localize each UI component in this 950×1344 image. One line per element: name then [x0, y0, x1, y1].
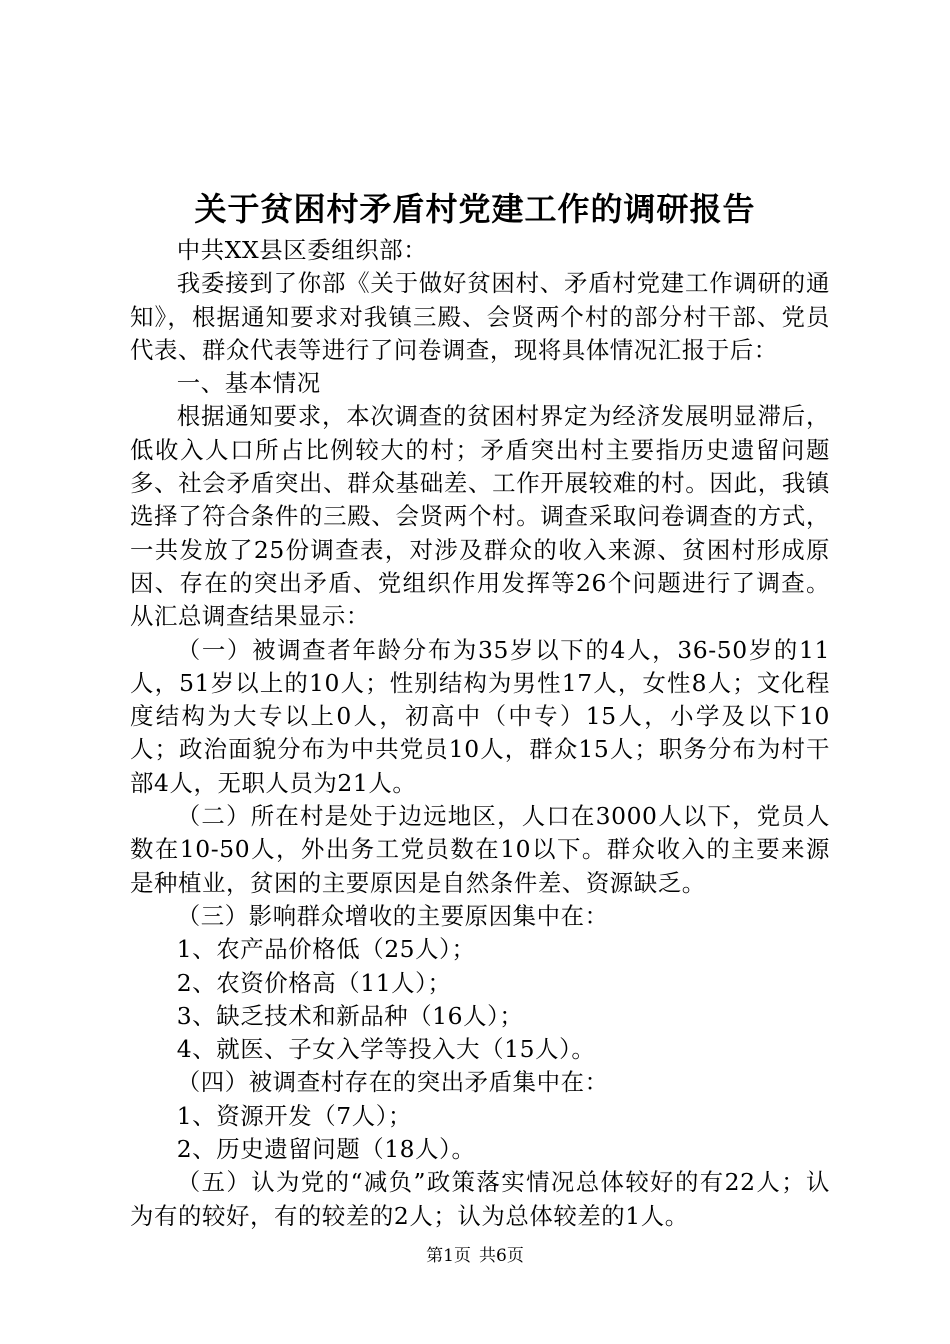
intro-paragraph: 我委接到了你部《关于做好贫困村、矛盾村党建工作调研的通知》，根据通知要求对我镇三殿、会贤两个村的部分村干部、党员代表、群众代表等进行了问卷调查，现将具体情况汇报于后： [130, 269, 830, 364]
finding-5-paragraph: （五）认为党的“减负”政策落实情况总体较好的有22人；认为有的较好，有的较差的2人；认为总体较差的1人。 [130, 1168, 830, 1230]
finding-2-paragraph: （二）所在村是处于边远地区，人口在3000人以下，党员人数在10-50人，外出务工党员数在10以下。群众收入的主要来源是种植业，贫困的主要原因是自然条件差、资源缺乏。 [130, 802, 830, 897]
page-number-total: 共6页 [479, 1246, 524, 1266]
survey-overview-paragraph: 根据通知要求，本次调查的贫困村界定为经济发展明显滞后，低收入人口所占比例较大的村；矛盾突出村主要指历史遗留问题多、社会矛盾突出、群众基础差、工作开展较难的村。因此，我镇选择了符合条件的三殿、会贤两个村。调查采取问卷调查的方式，一共发放了25份调查表，对涉及群众的收入来源、贫困村形成原因、存在的突出矛盾、党组织作用发挥等26个问题进行了调查。从汇总调查结果显示： [130, 402, 830, 631]
finding-1-paragraph: （一）被调查者年龄分布为35岁以下的4人，36-50岁的11人，51岁以上的10人；性别结构为男性17人，女性8人；文化程度结构为大专以上0人，初高中（中专）15人，小学及以下10人；政治面貌分布为中共党员10人，群众15人；职务分布为村干部4人，无职人员为21人。 [130, 635, 830, 797]
list-item: 2、历史遗留问题（18人）。 [176, 1135, 476, 1164]
page-number-current: 第1页 [426, 1246, 471, 1266]
finding-3-heading: （三）影响群众增收的主要原因集中在： [176, 901, 609, 930]
list-item: 1、农产品价格低（25人）； [176, 935, 476, 964]
finding-4-heading: （四）被调查村存在的突出矛盾集中在： [176, 1068, 609, 1097]
list-item: 3、缺乏技术和新品种（16人）； [176, 1001, 524, 1030]
page-footer [0, 1244, 950, 1268]
document-body [130, 234, 830, 1233]
list-item: 2、农资价格高（11人）； [176, 968, 452, 997]
section-heading-basic-situation: 一、基本情况 [176, 369, 321, 398]
salutation: 中共XX县区委组织部： [176, 236, 428, 264]
document-title: 关于贫困村矛盾村党建工作的调研报告 [194, 190, 756, 228]
list-item: 4、就医、子女入学等投入大（15人）。 [176, 1035, 596, 1064]
list-item: 1、资源开发（7人）； [176, 1101, 412, 1130]
